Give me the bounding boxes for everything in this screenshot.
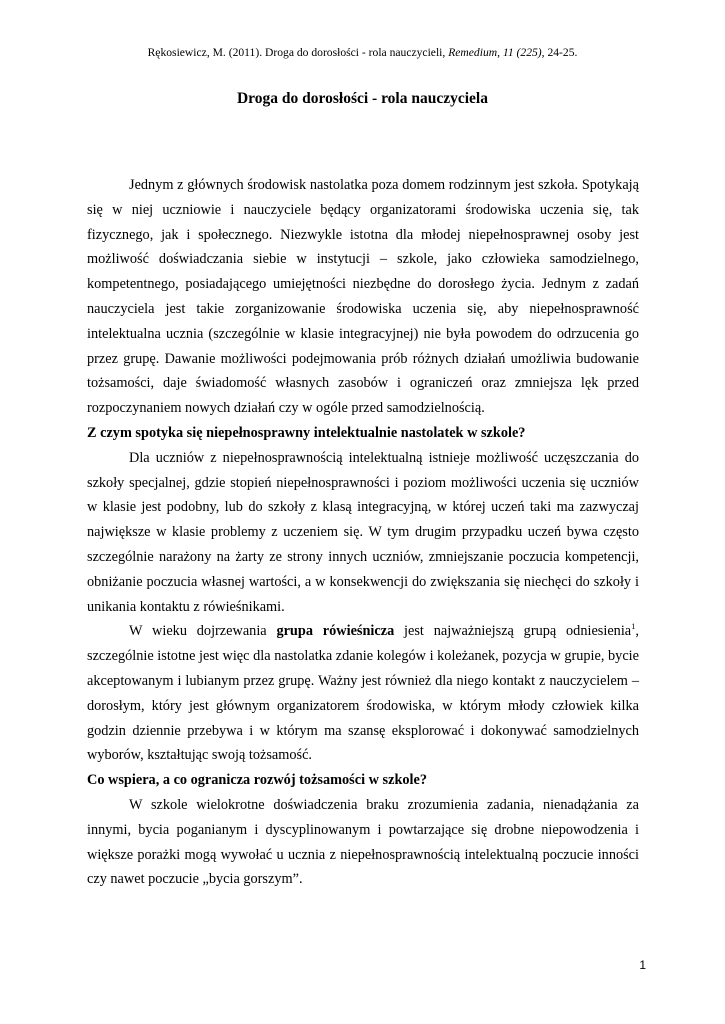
paragraph-4: W szkole wielokrotne doświadczenia braku zrozumienia zadania, nienadążania za innymi, bycia poganianym i dyscyplinowanym i powtarzające się drobne niepowodzenia i większe porażki mogą wywołać u ucznia z niepełnosprawnością intelektualną poczucie inności czy nawet poczucie „bycia gorszym”. [87, 796, 639, 888]
paragraph-3-end: , szczególnie istotne jest więc dla nastolatka zdanie kolegów i koleżanek, pozycja w grupie, bycie akceptowanym i lubianym przez grupę. Ważny jest również dla niego kontakt z nauczycielem – dorosłym, który jest głównym organizatorem środowiska, w którym młody człowiek kilka godzin dziennie przebywa i w którym ma szansę eksplorować i dokonywać samodzielnych wyborów, kształtując swoją tożsamość. [87, 623, 639, 764]
section-heading-1: Z czym spotyka się niepełnosprawny intelektualnie nastolatek w szkole? [87, 424, 526, 441]
page-number: 1 [639, 958, 646, 972]
paragraph-1: Jednym z głównych środowisk nastolatka poza domem rodzinnym jest szkoła. Spotykają się w niej uczniowie i nauczyciele będący organizatorami środowiska uczenia się, tak fizycznego, jak i społecznego. Niezwykle istotna dla młodej niepełnosprawnej osoby jest możliwość doświadczania siebie w instytucji – szkole, jako człowieka samodzielnego, kompetentnego, posiadającego umiejętności niezbędne do dorosłego życia. Jednym z zadań nauczyciela jest takie zorganizowanie środowiska uczenia się, aby niepełnosprawność intelektualna ucznia (szczególnie w klasie integracyjnej) nie była powodem do odrzucenia go przez grupę. Dawanie możliwości podejmowania prób różnych działań umożliwia budowanie tożsamości, daje świadomość własnych zasobów i ograniczeń oraz zmniejsza lęk przed rozpoczynaniem nowych działań czy w ogóle przed samodzielnością. [87, 177, 639, 417]
citation-pages: 24-25. [544, 46, 578, 59]
paragraph-3-middle: jest najważniejszą grupą odniesienia [394, 623, 632, 640]
citation-authors: Rękosiewicz, M. (2011). Droga do dorosłości - rola nauczycieli, [147, 46, 449, 59]
paragraph-2: Dla uczniów z niepełnosprawnością intelektualną istnieje możliwość uczęszczania do szkoły specjalnej, gdzie stopień niepełnosprawności i poziom możliwości uczenia się uczniów w klasie jest podobny, lub do szkoły z klasą integracyjną, w której uczeń taki ma zazwyczaj największe w klasie problemy z uczeniem się. W tym drugim przypadku uczeń bywa często szczególnie narażony na żarty ze strony innych uczniów, zmniejszanie poczucia kompetencji, obniżanie poczucia własnej wartości, a w konsekwencji do zwiększania się niechęci do szkoły i unikania kontaktu z rówieśnikami. [87, 449, 639, 615]
citation-journal: Remedium, 11 (225), [448, 46, 545, 59]
citation-header [0, 45, 725, 61]
footnote-marker[interactable]: 1 [631, 621, 636, 632]
section-heading-2: Co wspiera, a co ogranicza rozwój tożsamości w szkole? [87, 772, 428, 789]
article-title: Droga do dorosłości - rola nauczyciela [236, 90, 488, 107]
article-body [87, 173, 639, 892]
paragraph-3 [87, 619, 639, 768]
paragraph-3-start: W wieku dojrzewania [129, 623, 277, 640]
paragraph-3-bold-term: grupa rówieśnicza [276, 623, 395, 640]
